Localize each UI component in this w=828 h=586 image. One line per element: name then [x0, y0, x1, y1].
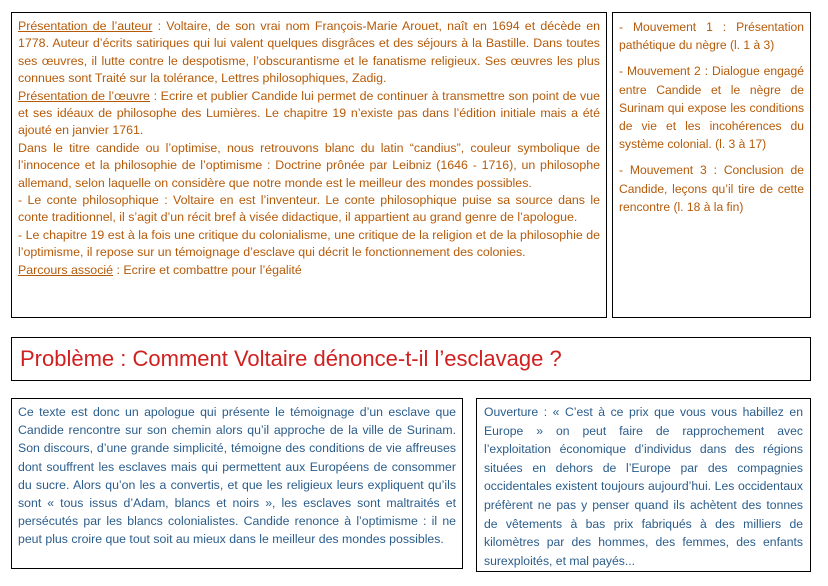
problem-box	[11, 337, 811, 381]
author-paragraph	[18, 18, 600, 88]
author-presentation-box	[11, 12, 607, 318]
movement-item: - Mouvement 2 : Dialogue engagé entre Candide et le nègre de Surinam qui expose les conditions de vie et les incohérences du système colonial. (l. 3 à 17)	[619, 64, 804, 152]
movement-item: - Mouvement 1 : Présentation pathétique du nègre (l. 1 à 3)	[619, 20, 804, 53]
movements-box	[612, 12, 811, 318]
work-paragraph	[18, 88, 600, 140]
problem-heading: Problème : Comment Voltaire dénonce-t-il l’esclavage ?	[20, 346, 562, 371]
chapitre-paragraph: - Le chapitre 19 est à la fois une critique du colonialisme, une critique de la religion et de la philosophie de l’optimisme, il repose sur un témoignage d’esclave qui décrit le fonctionnement des colonies.	[18, 227, 600, 260]
author-text: : Voltaire, de son vrai nom François-Marie Arouet, naît en 1694 et décède en 1778. Auteur d’écrits satiriques qui lui valent quelques disgrâces et des séjours à la Bastille. Dans toutes ses œuvres, il lutte contre le despotisme, l’obscurantisme et le fanatisme religieux. Ses œuvres les plus connues sont Traité sur la tolérance, Lettres philosophiques, Zadig.	[18, 19, 600, 86]
summary-box	[11, 398, 463, 569]
author-label: Présentation de l’auteur	[18, 19, 153, 33]
opening-text: Ouverture : « C’est à ce prix que vous vous habillez en Europe » on peut faire de rapprochement avec l’exploitation économique d’individus dans des régions situées en dehors de l’Europe par des compagnies occidentales existent toujours aujourd’hui. Les occidentaux préfèrent ne pas y penser quand ils achètent des tonnes de vêtements à bas prix fabriqués à des milliers de kilomètres par des hommes, des femmes, des enfants surexploités, et mal payés...	[484, 405, 803, 568]
parcours-paragraph	[18, 262, 600, 279]
work-text: : Ecrire et publier Candide lui permet de continuer à transmettre son point de vue et ses idéaux de philosophe des Lumières. Le chapitre 19 n’existe pas dans l’édition initiale mais a été ajouté en janvier 1761.	[18, 88, 600, 138]
work-label: Présentation de l’œuvre	[18, 88, 150, 103]
title-paragraph: Dans le titre candide ou l’optimise, nous retrouvons blanc du latin “candius”, couleur symbolique de l’innocence et la philosophie de l’optimisme : Doctrine prônée par Leibniz (1646 - 1716), un philosophe allemand, selon laquelle on considère que notre monde est le meilleur des mondes possibles.	[18, 140, 600, 190]
conte-paragraph: - Le conte philosophique : Voltaire en est l’inventeur. Le conte philosophique puise sa source dans le conte traditionnel, il s’agit d’un récit bref à visée didactique, il appartient au grand genre de l’apologue.	[18, 193, 600, 225]
opening-box	[476, 398, 811, 572]
parcours-text: : Ecrire et combattre pour l’égalité	[113, 262, 302, 277]
summary-text: Ce texte est donc un apologue qui présente le témoignage d’un esclave que Candide rencontre sur son chemin alors qu’il approche de la ville de Surinam. Son discours, d’une grande simplicité, témoigne des conditions de vie affreuses dont souffrent les esclaves mais qui permettent aux Européens de consommer du sucre. Alors qu’on les a convertis, et que les religieux leurs expliquent qu’ils sont « tous issus d’Adam, blancs et noirs », les esclaves sont maltraités et persécutés par les blancs colonialistes. Candide renonce à l’optimisme : il ne peut plus croire que tout soit au mieux dans le meilleur des mondes possibles.	[18, 405, 456, 547]
movement-item: - Mouvement 3 : Conclusion de Candide, leçons qu’il tire de cette rencontre (l. 18 à la fin)	[619, 163, 804, 214]
parcours-label: Parcours associé	[18, 262, 114, 277]
